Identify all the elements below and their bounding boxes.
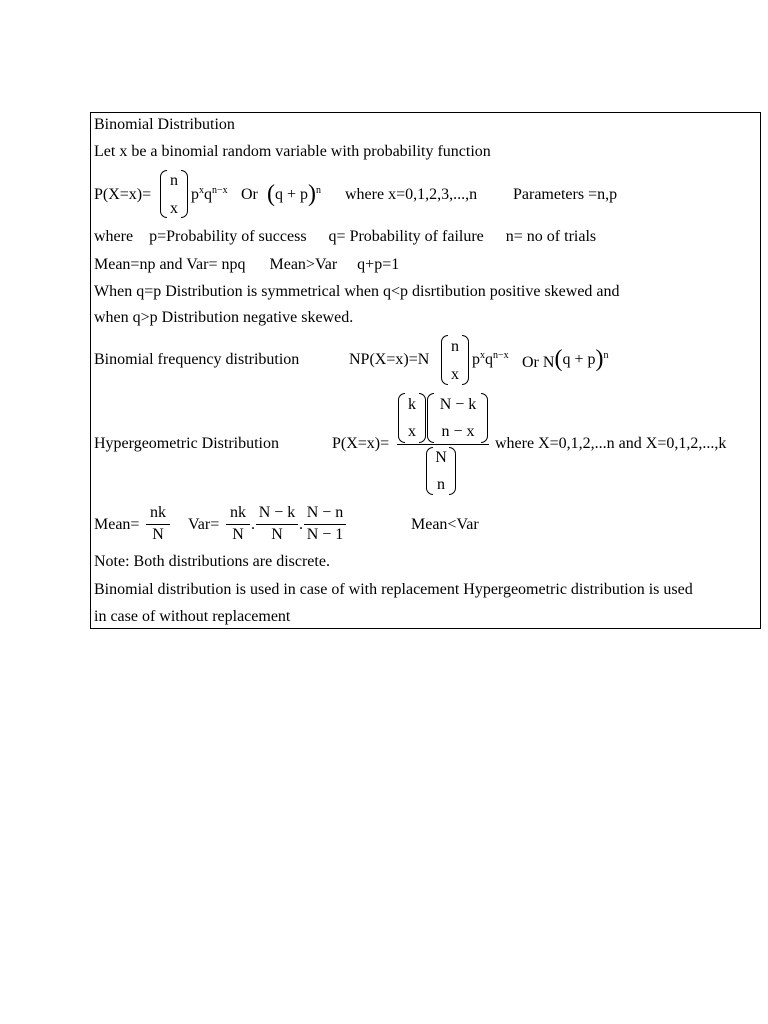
usage-line-2: in case of without replacement	[94, 608, 291, 625]
left-paren-icon	[441, 335, 448, 385]
binom-bottom: x	[170, 200, 178, 217]
num1-top: k	[408, 396, 416, 413]
hyper-lhs: P(X=x)=	[332, 435, 390, 452]
pq-term: $p^xq^{n-x}$	[191, 185, 228, 203]
left-paren-icon	[426, 447, 433, 495]
freq-lhs: NP(X=x)=N	[349, 351, 430, 368]
var3-num: N − n	[306, 504, 344, 521]
mean-var-compare: Mean<Var	[411, 516, 479, 533]
dot: .	[251, 516, 255, 533]
var2-num: N − k	[258, 504, 296, 521]
right-paren-icon	[481, 393, 488, 443]
formula-box	[90, 112, 761, 629]
var2-den: N	[271, 526, 283, 543]
num2-bottom: n − x	[441, 423, 475, 440]
den-top: N	[435, 449, 447, 466]
right-paren-icon	[449, 447, 456, 495]
den-bottom: n	[437, 476, 445, 493]
intro-text: Let x be a binomial random variable with probability function	[94, 143, 491, 160]
right-paren-icon	[419, 393, 426, 443]
title: Binomial Distribution	[94, 116, 235, 133]
var1-den: N	[232, 526, 244, 543]
symmetry-line-2: when q>p Distribution negative skewed.	[94, 309, 354, 326]
num1-bottom: x	[408, 423, 416, 440]
pmf-range: where x=0,1,2,3,...,n	[345, 186, 478, 203]
fraction-bar	[146, 524, 170, 525]
pmf-params: Parameters =n,p	[513, 186, 618, 203]
fraction-bar	[397, 444, 489, 445]
mean-label: Mean=	[94, 516, 140, 533]
fraction-bar	[256, 524, 298, 525]
freq-binom-bottom: x	[451, 366, 459, 383]
left-paren-icon	[398, 393, 405, 443]
hyper-label: Hypergeometric Distribution	[94, 435, 279, 452]
dot: .	[299, 516, 303, 533]
fraction-bar	[226, 524, 250, 525]
freq-label: Binomial frequency distribution	[94, 351, 300, 368]
freq-pq-term: $p^xq^{n-x}$	[472, 350, 509, 368]
q-plus-p-power: $(q + p)^n$	[267, 181, 322, 207]
mean-num: nk	[150, 504, 166, 521]
mean-var-line: Mean=np and Var= npq Mean>Var q+p=1	[94, 256, 400, 273]
note-text: Note: Both distributions are discrete.	[94, 553, 330, 570]
hyper-range: where X=0,1,2,...n and X=0,1,2,...,k	[495, 435, 727, 452]
symmetry-line-1: When q=p Distribution is symmetrical when q<p disrtibution positive skewed and	[94, 283, 620, 300]
binom-top: n	[170, 172, 178, 189]
var3-den: N − 1	[306, 526, 344, 543]
var1-num: nk	[230, 504, 246, 521]
freq-or-power: Or $N(q + p)^n$	[522, 346, 609, 372]
or-label: Or	[241, 186, 258, 203]
left-paren-icon	[160, 170, 167, 218]
num2-top: N − k	[439, 396, 477, 413]
pmf-lhs: P(X=x)=	[94, 186, 152, 203]
right-paren-icon	[462, 335, 469, 385]
right-paren-icon	[181, 170, 188, 218]
fraction-bar	[304, 524, 346, 525]
mean-den: N	[152, 526, 164, 543]
var-label: Var=	[188, 516, 220, 533]
usage-line-1: Binomial distribution is used in case of with replacement Hypergeometric distribution is used	[94, 581, 693, 598]
freq-binom-top: n	[451, 338, 459, 355]
definitions-line: where p=Probability of success q= Probability of failure n= no of trials	[94, 228, 597, 245]
